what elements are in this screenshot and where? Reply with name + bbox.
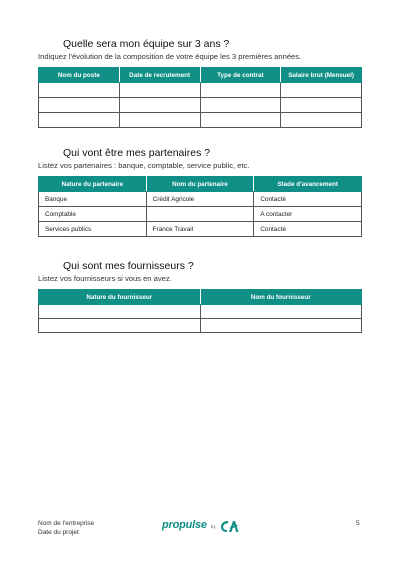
table-header-row xyxy=(39,68,362,83)
table-row xyxy=(39,83,362,98)
table-cell[interactable] xyxy=(281,113,362,128)
table-cell[interactable]: Crédit Agricole xyxy=(146,192,254,207)
table-cell[interactable] xyxy=(39,305,201,319)
table-header-row xyxy=(39,177,362,192)
partners-table xyxy=(38,176,362,237)
table-cell[interactable]: Services publics xyxy=(39,222,147,237)
table-cell[interactable] xyxy=(39,113,120,128)
table-cell[interactable] xyxy=(119,83,200,98)
company-name-label: Nom de l'entreprise xyxy=(38,520,95,527)
partners-section-subtitle: Listez vos partenaires : banque, comptable, service public, etc. xyxy=(38,161,250,170)
table-cell[interactable] xyxy=(119,98,200,113)
suppliers-section-title: Qui sont mes fournisseurs ? xyxy=(63,260,194,272)
team-section-subtitle: Indiquez l'évolution de la composition de votre équipe les 3 premières années. xyxy=(38,52,302,61)
table-cell[interactable]: Contacté xyxy=(254,222,362,237)
table-cell[interactable]: A contacter xyxy=(254,207,362,222)
table-row xyxy=(39,192,362,207)
table-cell[interactable] xyxy=(39,319,201,333)
partners-section xyxy=(38,147,362,237)
table-cell[interactable] xyxy=(146,207,254,222)
page-number: 5 xyxy=(356,520,360,527)
column-header-supplier-type: Nature du fournisseur xyxy=(39,290,201,305)
table-cell[interactable] xyxy=(200,319,362,333)
table-cell[interactable] xyxy=(39,98,120,113)
credit-agricole-logo-icon xyxy=(219,519,239,533)
table-row xyxy=(39,319,362,333)
table-cell[interactable] xyxy=(39,83,120,98)
table-cell[interactable]: Comptable xyxy=(39,207,147,222)
table-cell[interactable] xyxy=(281,98,362,113)
table-cell[interactable]: France Travail xyxy=(146,222,254,237)
suppliers-table xyxy=(38,289,362,333)
team-section xyxy=(38,38,362,128)
column-header-gross-salary: Salaire brut (Mensuel) xyxy=(281,68,362,83)
table-header-row xyxy=(39,290,362,305)
suppliers-section-subtitle: Listez vos fournisseurs si vous en avez. xyxy=(38,274,172,283)
partners-section-title: Qui vont être mes partenaires ? xyxy=(63,147,211,159)
table-cell[interactable]: Contacté xyxy=(254,192,362,207)
table-cell[interactable] xyxy=(200,98,281,113)
column-header-hiring-date: Date de recrutement xyxy=(119,68,200,83)
table-cell[interactable]: Banque xyxy=(39,192,147,207)
table-row xyxy=(39,222,362,237)
table-row xyxy=(39,305,362,319)
column-header-job-title: Nom du poste xyxy=(39,68,120,83)
table-row xyxy=(39,113,362,128)
project-date-label: Date du projet xyxy=(38,528,79,536)
logo-by-text: by xyxy=(210,524,216,529)
table-cell[interactable] xyxy=(200,305,362,319)
team-section-title: Quelle sera mon équipe sur 3 ans ? xyxy=(63,38,230,50)
column-header-progress-stage: Stade d'avancement xyxy=(254,177,362,192)
table-cell[interactable] xyxy=(119,113,200,128)
team-table xyxy=(38,67,362,128)
logo-wordmark: propulse xyxy=(162,519,207,531)
column-header-partner-name: Nom du partenaire xyxy=(146,177,254,192)
footer-info xyxy=(38,520,94,537)
column-header-partner-type: Nature du partenaire xyxy=(39,177,147,192)
suppliers-section xyxy=(38,260,362,333)
table-cell[interactable] xyxy=(281,83,362,98)
table-cell[interactable] xyxy=(200,113,281,128)
propulse-logo xyxy=(162,519,239,533)
column-header-contract-type: Type de contrat xyxy=(200,68,281,83)
table-cell[interactable] xyxy=(200,83,281,98)
table-row xyxy=(39,98,362,113)
table-row xyxy=(39,207,362,222)
column-header-supplier-name: Nom du fournisseur xyxy=(200,290,362,305)
